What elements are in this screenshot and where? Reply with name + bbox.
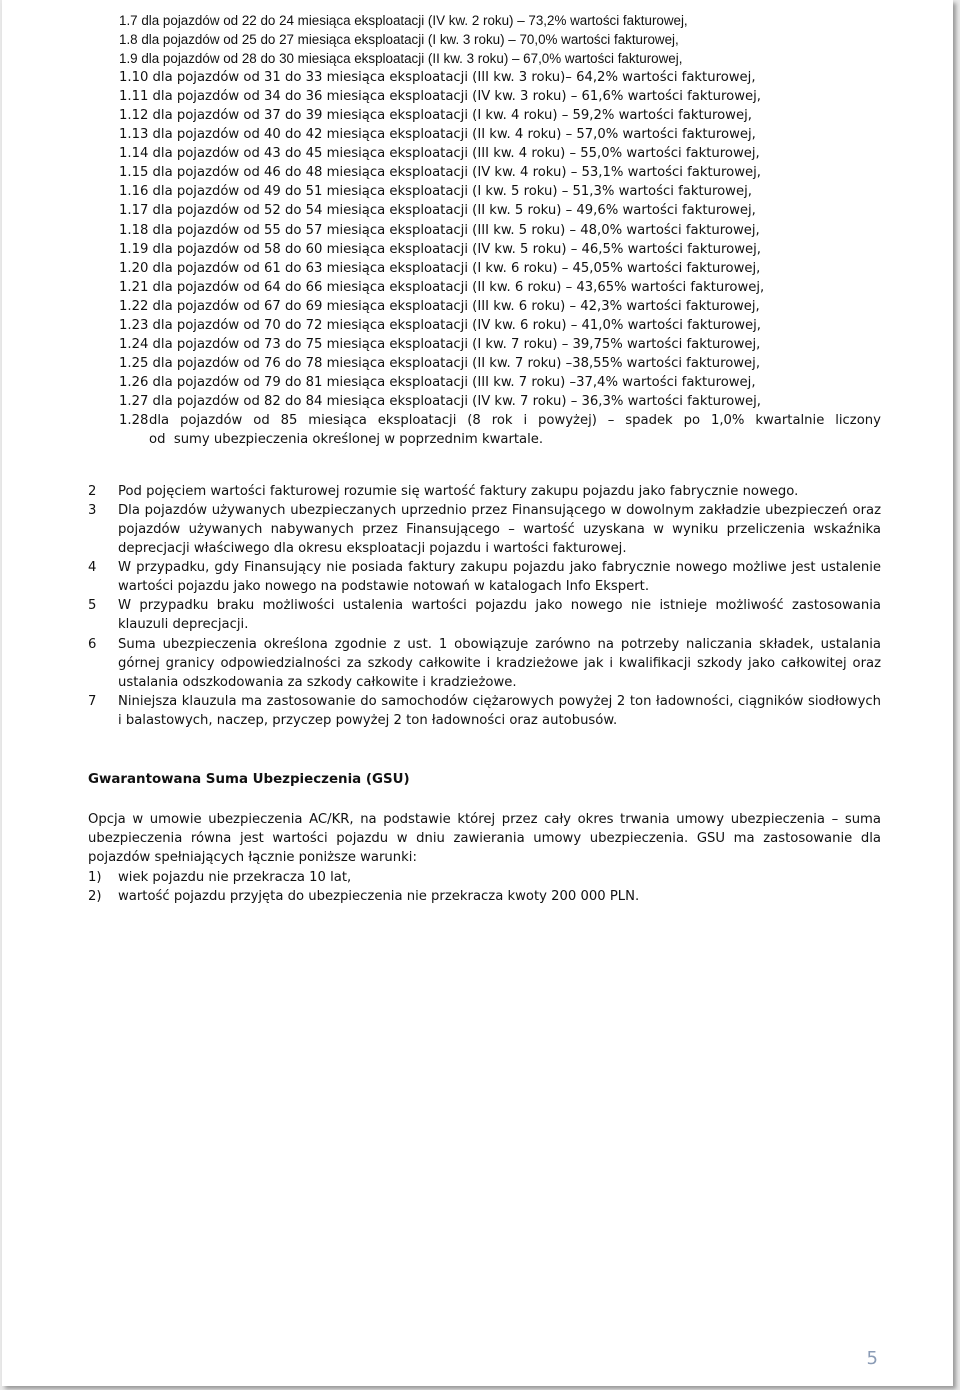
footnote-number: 2 — [88, 484, 97, 499]
gsu-condition-text: wiek pojazdu nie przekracza 10 lat, — [118, 869, 352, 885]
word: i — [523, 412, 528, 428]
schedule-row: 1.11 dla pojazdów od 34 do 36 miesiąca eksploatacji (IV kw. 3 roku) – 61,6% wartości fakturowej, — [119, 89, 761, 105]
gsu-intro: Opcja w umowie ubezpieczenia AC/KR, na podstawie której przez cały okres trwania umowy ubezpieczenia – suma ubezpieczenia równa jest wartości pojazdu w dniu zawierania umowy ubezpieczenia. GSU ma zastosowanie dla pojazdów spełniających łącznie poniższe warunki: — [88, 812, 881, 866]
schedule-row: 1.20 dla pojazdów od 61 do 63 miesiąca eksploatacji (I kw. 6 roku) – 45,05% wartości fakturowej, — [119, 260, 761, 276]
word: – — [607, 412, 615, 428]
footnote — [88, 558, 881, 596]
footnote-text: Suma ubezpieczenia określona zgodnie z ust. 1 obowiązuje zarówno na potrzeby naliczania składek, ustalania górnej granicy odpowiedzialności za szkody całkowite i kradzieżowe jak i kwalifikacji szkody jako całkowitej oraz ustalania odszkodowania za szkody całkowite i kradzieżowe. — [118, 636, 881, 690]
word: miesiąca — [308, 412, 367, 428]
schedule-row-number: 1.28 — [119, 412, 149, 428]
footnotes — [88, 482, 881, 730]
footnote-text: Pod pojęciem wartości fakturowej rozumie się wartość faktury zakupu pojazdu jako fabrycznie nowego. — [118, 484, 799, 499]
footnote-text: Niniejsza klauzula ma zastosowanie do samochodów ciężarowych powyżej 2 ton ładowności, ciągników siodłowych i balastowych, naczep, przyczep powyżej 2 ton ładowności oraz autobusów. — [118, 693, 881, 728]
schedule-row: 1.23 dla pojazdów od 70 do 72 miesiąca eksploatacji (IV kw. 6 roku) – 41,0% wartości fakturowej, — [119, 317, 761, 333]
footnote — [88, 635, 881, 692]
schedule-row: 1.7 dla pojazdów od 22 do 24 miesiąca eksploatacji (IV kw. 2 roku) – 73,2% wartości fakturowej, — [119, 13, 688, 28]
word: 85 — [280, 412, 298, 428]
footnote-number: 5 — [88, 598, 97, 614]
schedule-last-line: od sumy ubezpieczenia określonej w poprzednim kwartale. — [149, 432, 544, 448]
footnote — [88, 501, 881, 558]
section-heading: Gwarantowana Suma Ubezpieczenia (GSU) — [88, 772, 410, 787]
document-page — [2, 0, 953, 1386]
footnote — [88, 482, 881, 501]
schedule-row: 1.12 dla pojazdów od 37 do 39 miesiąca eksploatacji (I kw. 4 roku) – 59,2% wartości fakturowej, — [119, 108, 752, 124]
footnote-number: 3 — [88, 503, 97, 519]
schedule-row: 1.21 dla pojazdów od 64 do 66 miesiąca eksploatacji (II kw. 6 roku) – 43,65% wartości fakturowej, — [119, 279, 765, 295]
schedule-row: 1.19 dla pojazdów od 58 do 60 miesiąca eksploatacji (IV kw. 5 roku) – 46,5% wartości fakturowej, — [119, 241, 761, 257]
gsu-condition — [88, 868, 881, 887]
word: 1,0% — [710, 412, 745, 428]
word: eksploatacji — [377, 412, 457, 428]
schedule-row: 1.25 dla pojazdów od 76 do 78 miesiąca eksploatacji (II kw. 7 roku) –38,55% wartości fakturowej, — [119, 355, 761, 371]
schedule-row: 1.14 dla pojazdów od 43 do 45 miesiąca eksploatacji (III kw. 4 roku) – 55,0% wartości fakturowej, — [119, 146, 760, 162]
footnote-number: 7 — [88, 693, 97, 709]
word: powyżej) — [538, 412, 597, 428]
gsu-condition-number: 1) — [88, 869, 102, 885]
schedule-row: 1.22 dla pojazdów od 67 do 69 miesiąca eksploatacji (III kw. 6 roku) – 42,3% wartości fakturowej, — [119, 298, 760, 314]
schedule-row: 1.9 dla pojazdów od 28 do 30 miesiąca eksploatacji (II kw. 3 roku) – 67,0% wartości fakturowej, — [119, 51, 683, 67]
word: po — [683, 412, 701, 428]
schedule-row: 1.17 dla pojazdów od 52 do 54 miesiąca eksploatacji (II kw. 5 roku) – 49,6% wartości fakturowej, — [119, 203, 756, 219]
page-number: 5 — [866, 1348, 878, 1369]
schedule-row: 1.27 dla pojazdów od 82 do 84 miesiąca eksploatacji (IV kw. 7 roku) – 36,3% wartości fakturowej, — [119, 393, 761, 409]
footnote-text: W przypadku, gdy Finansujący nie posiada faktury zakupu pojazdu jako fabrycznie nowego możliwe jest ustalenie wartości pojazdu jako nowego na podstawie notowań w katalogach Info Ekspert. — [118, 560, 881, 595]
schedule-last-line — [149, 411, 881, 430]
word: rok — [491, 412, 513, 428]
schedule-row: 1.26 dla pojazdów od 79 do 81 miesiąca eksploatacji (III kw. 7 roku) –37,4% wartości fakturowej, — [119, 374, 756, 390]
footnote-text: Dla pojazdów używanych ubezpieczanych uprzednio przez Finansującego w dowolnym zakładzie ubezpieczeń oraz pojazdów używanych nabywanych przez Finansującego – wartość uzyskana w wyniku przeliczenia wskaźnika deprecjacji właściwego dla okresu eksploatacji pojazdu i wartości fakturowej. — [118, 503, 881, 557]
word: liczony — [835, 412, 881, 428]
word: od — [253, 412, 270, 428]
schedule-row: 1.18 dla pojazdów od 55 do 57 miesiąca eksploatacji (III kw. 5 roku) – 48,0% wartości fakturowej, — [119, 222, 760, 238]
gsu-condition-text: wartość pojazdu przyjęta do ubezpieczenia nie przekracza kwoty 200 000 PLN. — [118, 888, 640, 904]
word: spadek — [625, 412, 673, 428]
word: dla — [149, 412, 170, 428]
schedule-row: 1.13 dla pojazdów od 40 do 42 miesiąca eksploatacji (II kw. 4 roku) – 57,0% wartości fakturowej, — [119, 127, 756, 143]
schedule-row: 1.8 dla pojazdów od 25 do 27 miesiąca eksploatacji (I kw. 3 roku) – 70,0% wartości fakturowej, — [119, 32, 679, 48]
footnote — [88, 596, 881, 634]
footnote-number: 6 — [88, 636, 97, 652]
schedule-row: 1.24 dla pojazdów od 73 do 75 miesiąca eksploatacji (I kw. 7 roku) – 39,75% wartości fakturowej, — [119, 336, 761, 352]
gsu-condition-number: 2) — [88, 888, 102, 904]
footnote-text: W przypadku braku możliwości ustalenia wartości pojazdu jako nowego nie istnieje możliwość zastosowania klauzuli deprecjacji. — [118, 598, 881, 633]
schedule-row: 1.16 dla pojazdów od 49 do 51 miesiąca eksploatacji (I kw. 5 roku) – 51,3% wartości fakturowej, — [119, 184, 752, 200]
gsu-condition — [88, 887, 881, 906]
footnote — [88, 692, 881, 730]
schedule-row-last — [119, 411, 881, 449]
word: pojazdów — [180, 412, 243, 428]
word: kwartalnie — [755, 412, 825, 428]
schedule-row: 1.15 dla pojazdów od 46 do 48 miesiąca eksploatacji (IV kw. 4 roku) – 53,1% wartości fakturowej, — [119, 165, 761, 181]
gsu-section — [88, 810, 881, 906]
depreciation-schedule — [119, 11, 881, 449]
word: (8 — [467, 412, 481, 428]
footnote-number: 4 — [88, 560, 97, 576]
schedule-row: 1.10 dla pojazdów od 31 do 33 miesiąca eksploatacji (III kw. 3 roku)– 64,2% wartości fakturowej, — [119, 70, 756, 86]
